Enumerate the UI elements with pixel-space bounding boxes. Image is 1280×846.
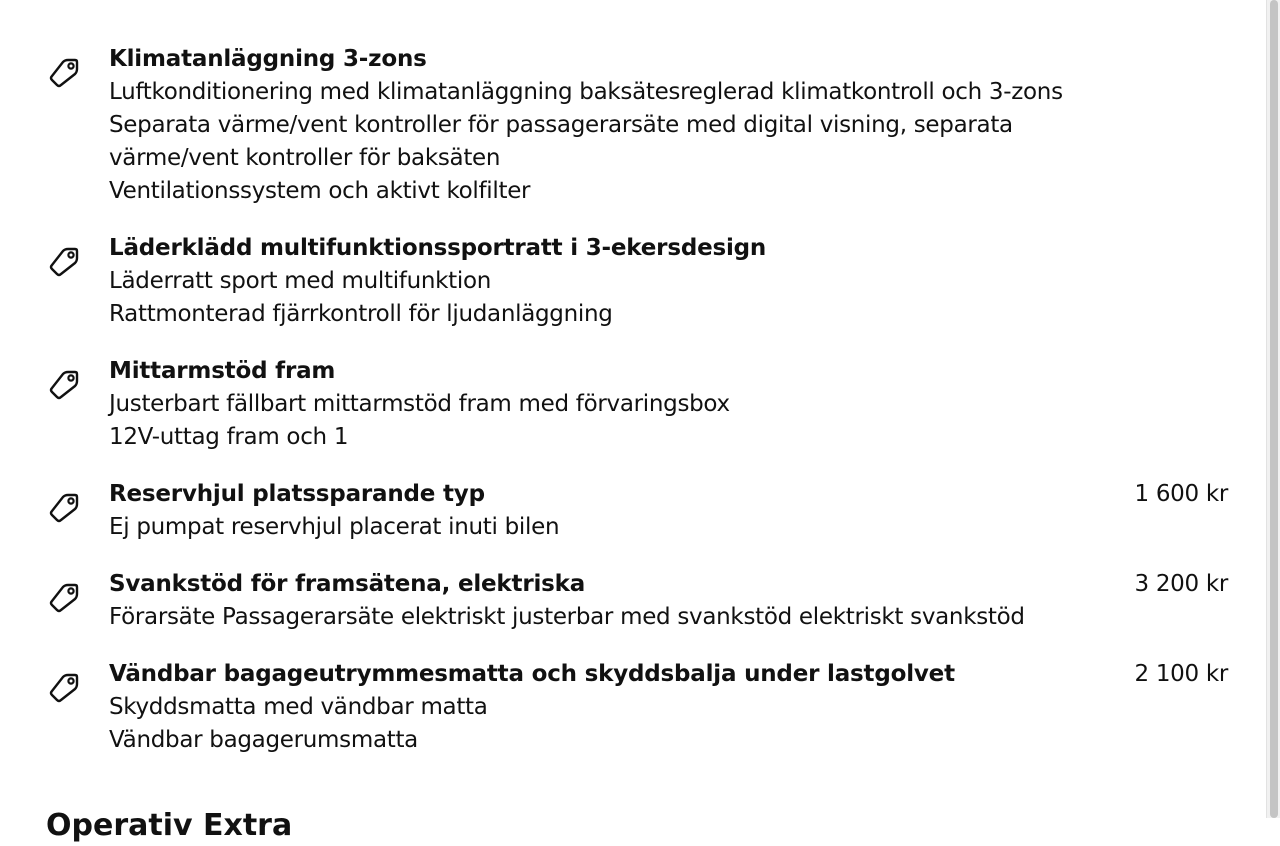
feature-item bbox=[0, 43, 1266, 208]
feature-item bbox=[0, 232, 1266, 331]
feature-item bbox=[0, 658, 1266, 757]
price-tag-icon bbox=[46, 55, 82, 91]
feature-description-line: Ventilationssystem och aktivt kolfilter bbox=[109, 178, 531, 204]
scrollbar-track[interactable] bbox=[1266, 0, 1280, 818]
feature-description-line: Rattmonterad fjärrkontroll för ljudanläggning bbox=[109, 301, 613, 327]
feature-description-line: Ej pumpat reservhjul placerat inuti bilen bbox=[109, 514, 560, 540]
feature-body bbox=[109, 43, 1149, 208]
scrollbar-thumb[interactable] bbox=[1270, 0, 1278, 818]
feature-body bbox=[109, 658, 1149, 757]
feature-item bbox=[0, 355, 1266, 454]
feature-description-line: Justerbart fällbart mittarmstöd fram med förvaringsbox bbox=[109, 391, 730, 417]
feature-title: Vändbar bagageutrymmesmatta och skyddsbalja under lastgolvet bbox=[109, 661, 955, 687]
feature-description-line: 12V-uttag fram och 1 bbox=[109, 424, 349, 450]
next-section-heading: Operativ Extra bbox=[46, 808, 293, 843]
price-tag-icon bbox=[46, 244, 82, 280]
feature-description-line: Vändbar bagagerumsmatta bbox=[109, 727, 418, 753]
feature-description-line: Luftkonditionering med klimatanläggning baksätesreglerad klimatkontroll och 3-zons bbox=[109, 79, 1063, 105]
feature-item bbox=[0, 478, 1266, 544]
feature-description-line: Förarsäte Passagerarsäte elektriskt justerbar med svankstöd elektriskt svankstöd bbox=[109, 604, 1025, 630]
feature-body bbox=[109, 568, 1149, 634]
feature-body bbox=[109, 355, 1149, 454]
feature-title: Läderklädd multifunktionssportratt i 3-ekersdesign bbox=[109, 235, 767, 261]
feature-description-line: Läderratt sport med multifunktion bbox=[109, 268, 492, 294]
feature-body bbox=[109, 478, 1149, 544]
feature-body bbox=[109, 232, 1149, 331]
feature-title: Reservhjul platssparande typ bbox=[109, 481, 485, 507]
feature-price: 1 600 kr bbox=[1134, 481, 1228, 507]
feature-description-line: Skyddsmatta med vändbar matta bbox=[109, 694, 488, 720]
price-tag-icon bbox=[46, 490, 82, 526]
feature-title: Klimatanläggning 3-zons bbox=[109, 46, 427, 72]
feature-list bbox=[0, 43, 1266, 781]
feature-description-line: Separata värme/vent kontroller för passagerarsäte med digital visning, separata värme/vent kontroller för baksäten bbox=[109, 112, 1013, 171]
price-tag-icon bbox=[46, 670, 82, 706]
price-tag-icon bbox=[46, 580, 82, 616]
price-tag-icon bbox=[46, 367, 82, 403]
feature-price: 2 100 kr bbox=[1134, 661, 1228, 687]
feature-item bbox=[0, 568, 1266, 634]
feature-price: 3 200 kr bbox=[1134, 571, 1228, 597]
feature-title: Mittarmstöd fram bbox=[109, 358, 336, 384]
feature-title: Svankstöd för framsätena, elektriska bbox=[109, 571, 586, 597]
